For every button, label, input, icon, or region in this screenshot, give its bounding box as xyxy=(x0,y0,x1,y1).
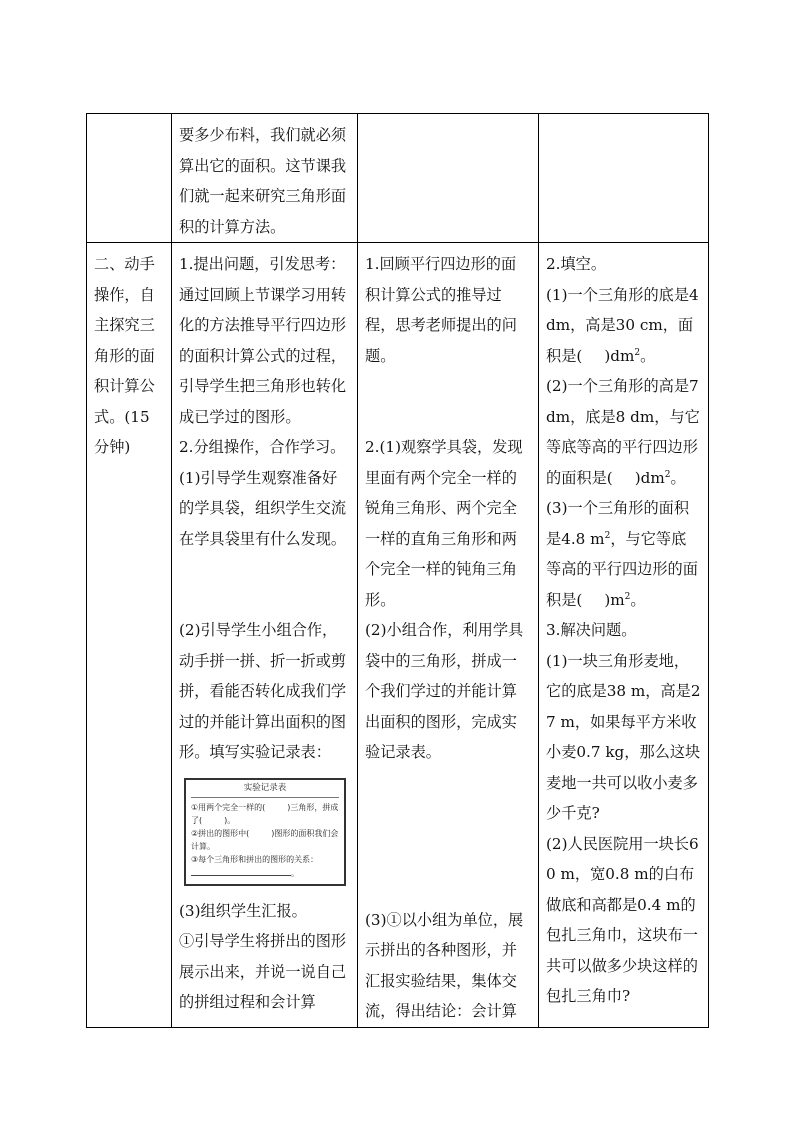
teacher-paragraph: 1.提出问题，引发思考：通过回顾上节课学习用转化的方法推导平行四边形的面积计算公式的过程，引导学生把三角形也转化成已学过的图形。 xyxy=(179,255,347,426)
record-title: 实验记录表 xyxy=(191,782,339,798)
teacher-paragraph: 2.分组操作，合作学习。 xyxy=(179,438,346,456)
student-activity-cell xyxy=(358,243,539,1028)
exercise-heading: 2.填空。 xyxy=(546,255,607,273)
exercise-item: (2)一个三角形的高是7 dm，底是8 dm，与它等底等高的平行四边形的面积是( )$dm^2$。 xyxy=(546,377,700,487)
lesson-plan-table xyxy=(86,113,709,1028)
student-paragraph: 1.回顾平行四边形的面积计算公式的推导过程，思考老师提出的问题。 xyxy=(365,255,517,365)
teacher-activity-cell xyxy=(172,114,358,243)
teacher-paragraph: (1)引导学生观察准备好的学具袋，组织学生交流在学具袋里有什么发现。 xyxy=(179,468,347,548)
record-line: ③每个三角形和拼出的图形的关系： xyxy=(191,854,319,864)
exercise-item: (2)人民医院用一块长60 m，宽0.8 m的白布做底和高都是0.4 m的包扎三角巾，这块布一共可以做多少块这样的包扎三角巾? xyxy=(546,834,699,1005)
exercise-cell xyxy=(539,243,709,1028)
exercise-cell xyxy=(539,114,709,243)
record-line: 。 xyxy=(191,866,339,880)
exercise-item: (1)一个三角形的底是4 dm，高是30 cm，面积是( )$dm^2$。 xyxy=(546,285,699,365)
teacher-text: 要多少布料，我们就必须算出它的面积。这节课我们就一起来研究三角形面积的计算方法。 xyxy=(179,126,347,236)
student-activity-cell xyxy=(358,114,539,243)
teacher-paragraph: (3)组织学生汇报。 xyxy=(179,901,307,920)
record-line: ②拼出的图形中( )图形的面积我们会计算。 xyxy=(191,828,339,851)
teacher-paragraph: ①引导学生将拼出的图形展示出来，并说一说自己的拼组过程和会计算 xyxy=(179,932,347,1011)
student-paragraph: 2.(1)观察学具袋，发现里面有两个完全一样的锐角三角形、两个完全一样的直角三角形和两个完全一样的钝角三角形。 xyxy=(365,438,523,609)
stage-title: 二、动手操作，自主探究三角形的面积计算公式。(15分钟) xyxy=(94,255,155,456)
student-paragraph: (3)①以小组为单位，展示拼出的各种图形，并汇报实验结果，集体交流，得出结论：会计算 xyxy=(365,910,524,1020)
table-row xyxy=(87,243,709,1028)
teacher-activity-cell xyxy=(172,243,358,1028)
exercise-item: (1)一块三角形麦地，它的底是38 m，高是27 m，如果每平方米收小麦0.7 kg，那么这块麦地一共可以收小麦多少千克? xyxy=(546,651,701,822)
exercise-heading: 3.解决问题。 xyxy=(546,621,637,639)
table-row xyxy=(87,114,709,243)
experiment-record-figure xyxy=(184,778,346,886)
stage-cell xyxy=(87,243,172,1028)
student-paragraph: (2)小组合作，利用学具袋中的三角形，拼成一个我们学过的并能计算出面积的图形，完成实验记录表。 xyxy=(365,621,524,761)
record-line: ①用两个完全一样的( )三角形，拼成了( )。 xyxy=(191,802,339,825)
stage-cell xyxy=(87,114,172,243)
exercise-item: (3)一个三角形的面积是4.8 $m^2$，与它等底等高的平行四边形的面积是( )$m^2$。 xyxy=(546,499,698,609)
teacher-paragraph: (2)引导学生小组合作，动手拼一拼、折一折或剪拼，看能否转化成我们学过的并能计算出面积的图形。填写实验记录表： xyxy=(179,621,347,761)
